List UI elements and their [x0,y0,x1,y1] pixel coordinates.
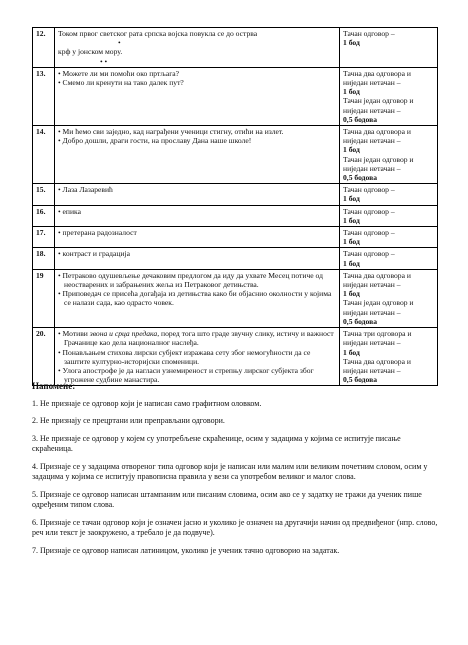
note-item: 1. Не признаје се одговор који је написан само графитном оловком. [32,398,262,408]
points-criterion: Тачна два одговора и [343,356,411,366]
points-criterion: ниједан нетачан – [343,307,401,317]
points-value: 1 бод [343,87,360,97]
points-value: 1 бод [343,289,360,299]
answer-line: Током првог светског рата српска војска повукла се до острва [58,29,258,38]
answer-line: • • [100,56,108,66]
points-cell [340,28,438,68]
points-cell [340,248,438,269]
points-cell [340,126,438,184]
answer-line: • Можете ли ми помоћи око пртљага? [58,68,180,78]
table-row [33,184,438,205]
answer-line: • Смемо ли кренути на тако далек пут? [58,78,184,88]
answer-text: • Мотиви [58,329,90,339]
answer-line: • Лаза Лазаревић [58,185,113,195]
answer-line: • епика [58,206,81,216]
task-number: 15. [33,184,55,205]
task-number: 18. [33,248,55,269]
task-number: 20. [33,328,55,386]
table-row [33,269,438,327]
points-value: 0,5 бодова [343,173,378,183]
points-criterion: ниједан нетачан – [343,365,401,375]
answer-cell [55,126,340,184]
points-criterion: Тачна два одговора и [343,68,411,78]
points-cell [340,205,438,226]
answer-italic-text: звона и срца предака [89,329,158,339]
points-cell [340,227,438,248]
points-value: 1 бод [343,237,360,247]
points-criterion: Тачан један одговор и [343,298,414,308]
answer-cell [55,269,340,327]
note-item: 2. Не признају се прецртани или преправљани одговори. [32,416,225,425]
answer-line: • Ми ћемо сви заједно, кад награђени ученици стигну, отићи на излет. [58,127,284,137]
answer-cell [55,227,340,248]
note-item: 6. Признаје се тачан одговор који је означен јасно и уколико је означен на другачији начин од предвиђеног (нпр. слово, реч или текст је заокружено, а требало је да подвуче). [32,517,438,537]
points-value: 1 бод [343,145,360,155]
task-number: 17. [33,227,55,248]
answer-line: • Петраково одушевљење дечаковим предлогом да иду да ухвате Месец потиче од неостварених и забрањених жеља из Петраковог детињства. [58,270,323,290]
answer-cell [55,184,340,205]
note-item: 5. Признаје се одговор написан штампаним или писаним словима, осим ако се у задатку не тражи да ученик пише одређеним типом слова. [32,489,422,509]
points-cell [340,184,438,205]
answer-cell [55,205,340,226]
task-number: 12. [33,28,55,68]
points-value: 1 бод [343,347,360,357]
answer-line: • контраст и градација [58,249,130,259]
points-value: 0,5 бодова [343,316,378,326]
answer-cell [55,67,340,125]
notes-title: Напомене: [32,381,76,391]
table-row [33,227,438,248]
notes-list [32,399,442,557]
points-criterion: Тачан одговор – [343,228,395,238]
points-criterion: Тачан један одговор и [343,96,414,106]
points-value: 1 бод [343,258,360,268]
answer-line: • Приповедач се присећа догађаја из детињства како би објаснио околности у којима се налази сада, као одрасто човек. [58,289,332,308]
answer-line: • Добро дошли, драги гости, на прославу Дана наше школе! [58,136,252,146]
answer-cell [55,248,340,269]
points-value: 1 бод [343,215,360,225]
task-number: 13. [33,67,55,125]
task-number: 19 [33,269,55,327]
points-criterion: Тачна три одговора и [343,329,412,339]
answer-line [58,329,336,347]
answer-line: • Понављањем стихова лирски субјект изражава сету због немогућности да се заштите културно-историјски споменици. [58,347,311,366]
points-cell [340,328,438,386]
points-cell [340,269,438,327]
answer-line: крф у јонском мору. [58,47,123,57]
points-value: 1 бод [343,194,360,204]
answer-line: • Улога апострофе је да нагласи узнемиреност и стрепњу лирског субјекта због угрожене судбине манастира. [58,365,314,385]
points-criterion: Тачна два одговора и [343,127,411,137]
points-cell [340,67,438,125]
points-criterion: ниједан нетачан – [343,105,401,115]
points-criterion: Тачан одговор – [343,29,395,38]
points-criterion: Тачан одговор – [343,206,395,216]
points-value: 1 бод [343,38,360,48]
points-criterion: ниједан нетачан – [343,136,401,146]
points-value: 0,5 бодова [343,375,378,385]
points-criterion: ниједан нетачан – [343,163,401,173]
points-criterion: ниједан нетачан – [343,78,401,88]
answer-text: , поред тога што граде звучну слику, истичу и важност Грачанице као дела националног наслеђа. [64,329,334,348]
points-criterion: ниједан нетачан – [343,338,401,348]
points-criterion: Тачан један одговор и [343,154,414,164]
note-item: 4. Признаје се у задацима отвореног типа одговор који је написан или малим или великим почетним словом, осим у задацима у којима се испитују правописна правила у вези са употребом великог и малог слова. [32,461,428,481]
table-row [33,126,438,184]
answer-key-table [32,27,438,386]
points-criterion: Тачна два одговора и [343,270,411,280]
points-criterion: Тачан одговор – [343,249,395,259]
points-criterion: ниједан нетачан – [343,280,401,290]
notes-section [32,381,442,563]
answer-cell [55,28,340,68]
task-number: 16. [33,205,55,226]
answer-line: • претерана радозналост [58,228,137,238]
table-row [33,328,438,386]
answer-line: • [118,38,121,48]
points-value: 0,5 бодова [343,114,378,124]
table-row [33,248,438,269]
note-item: 3. Не признаје се одговор у којем су употребљене скраћенице, осим у задацима у којима се испитује писање скраћеница. [32,433,401,453]
note-item: 7. Признаје се одговор написан латиницом, уколико је ученик тачно одговорио на задатак. [32,545,340,555]
points-criterion: Тачан одговор – [343,185,395,195]
answer-cell [55,328,340,386]
task-number: 14. [33,126,55,184]
table-row [33,205,438,226]
table-row [33,28,438,68]
table-row [33,67,438,125]
